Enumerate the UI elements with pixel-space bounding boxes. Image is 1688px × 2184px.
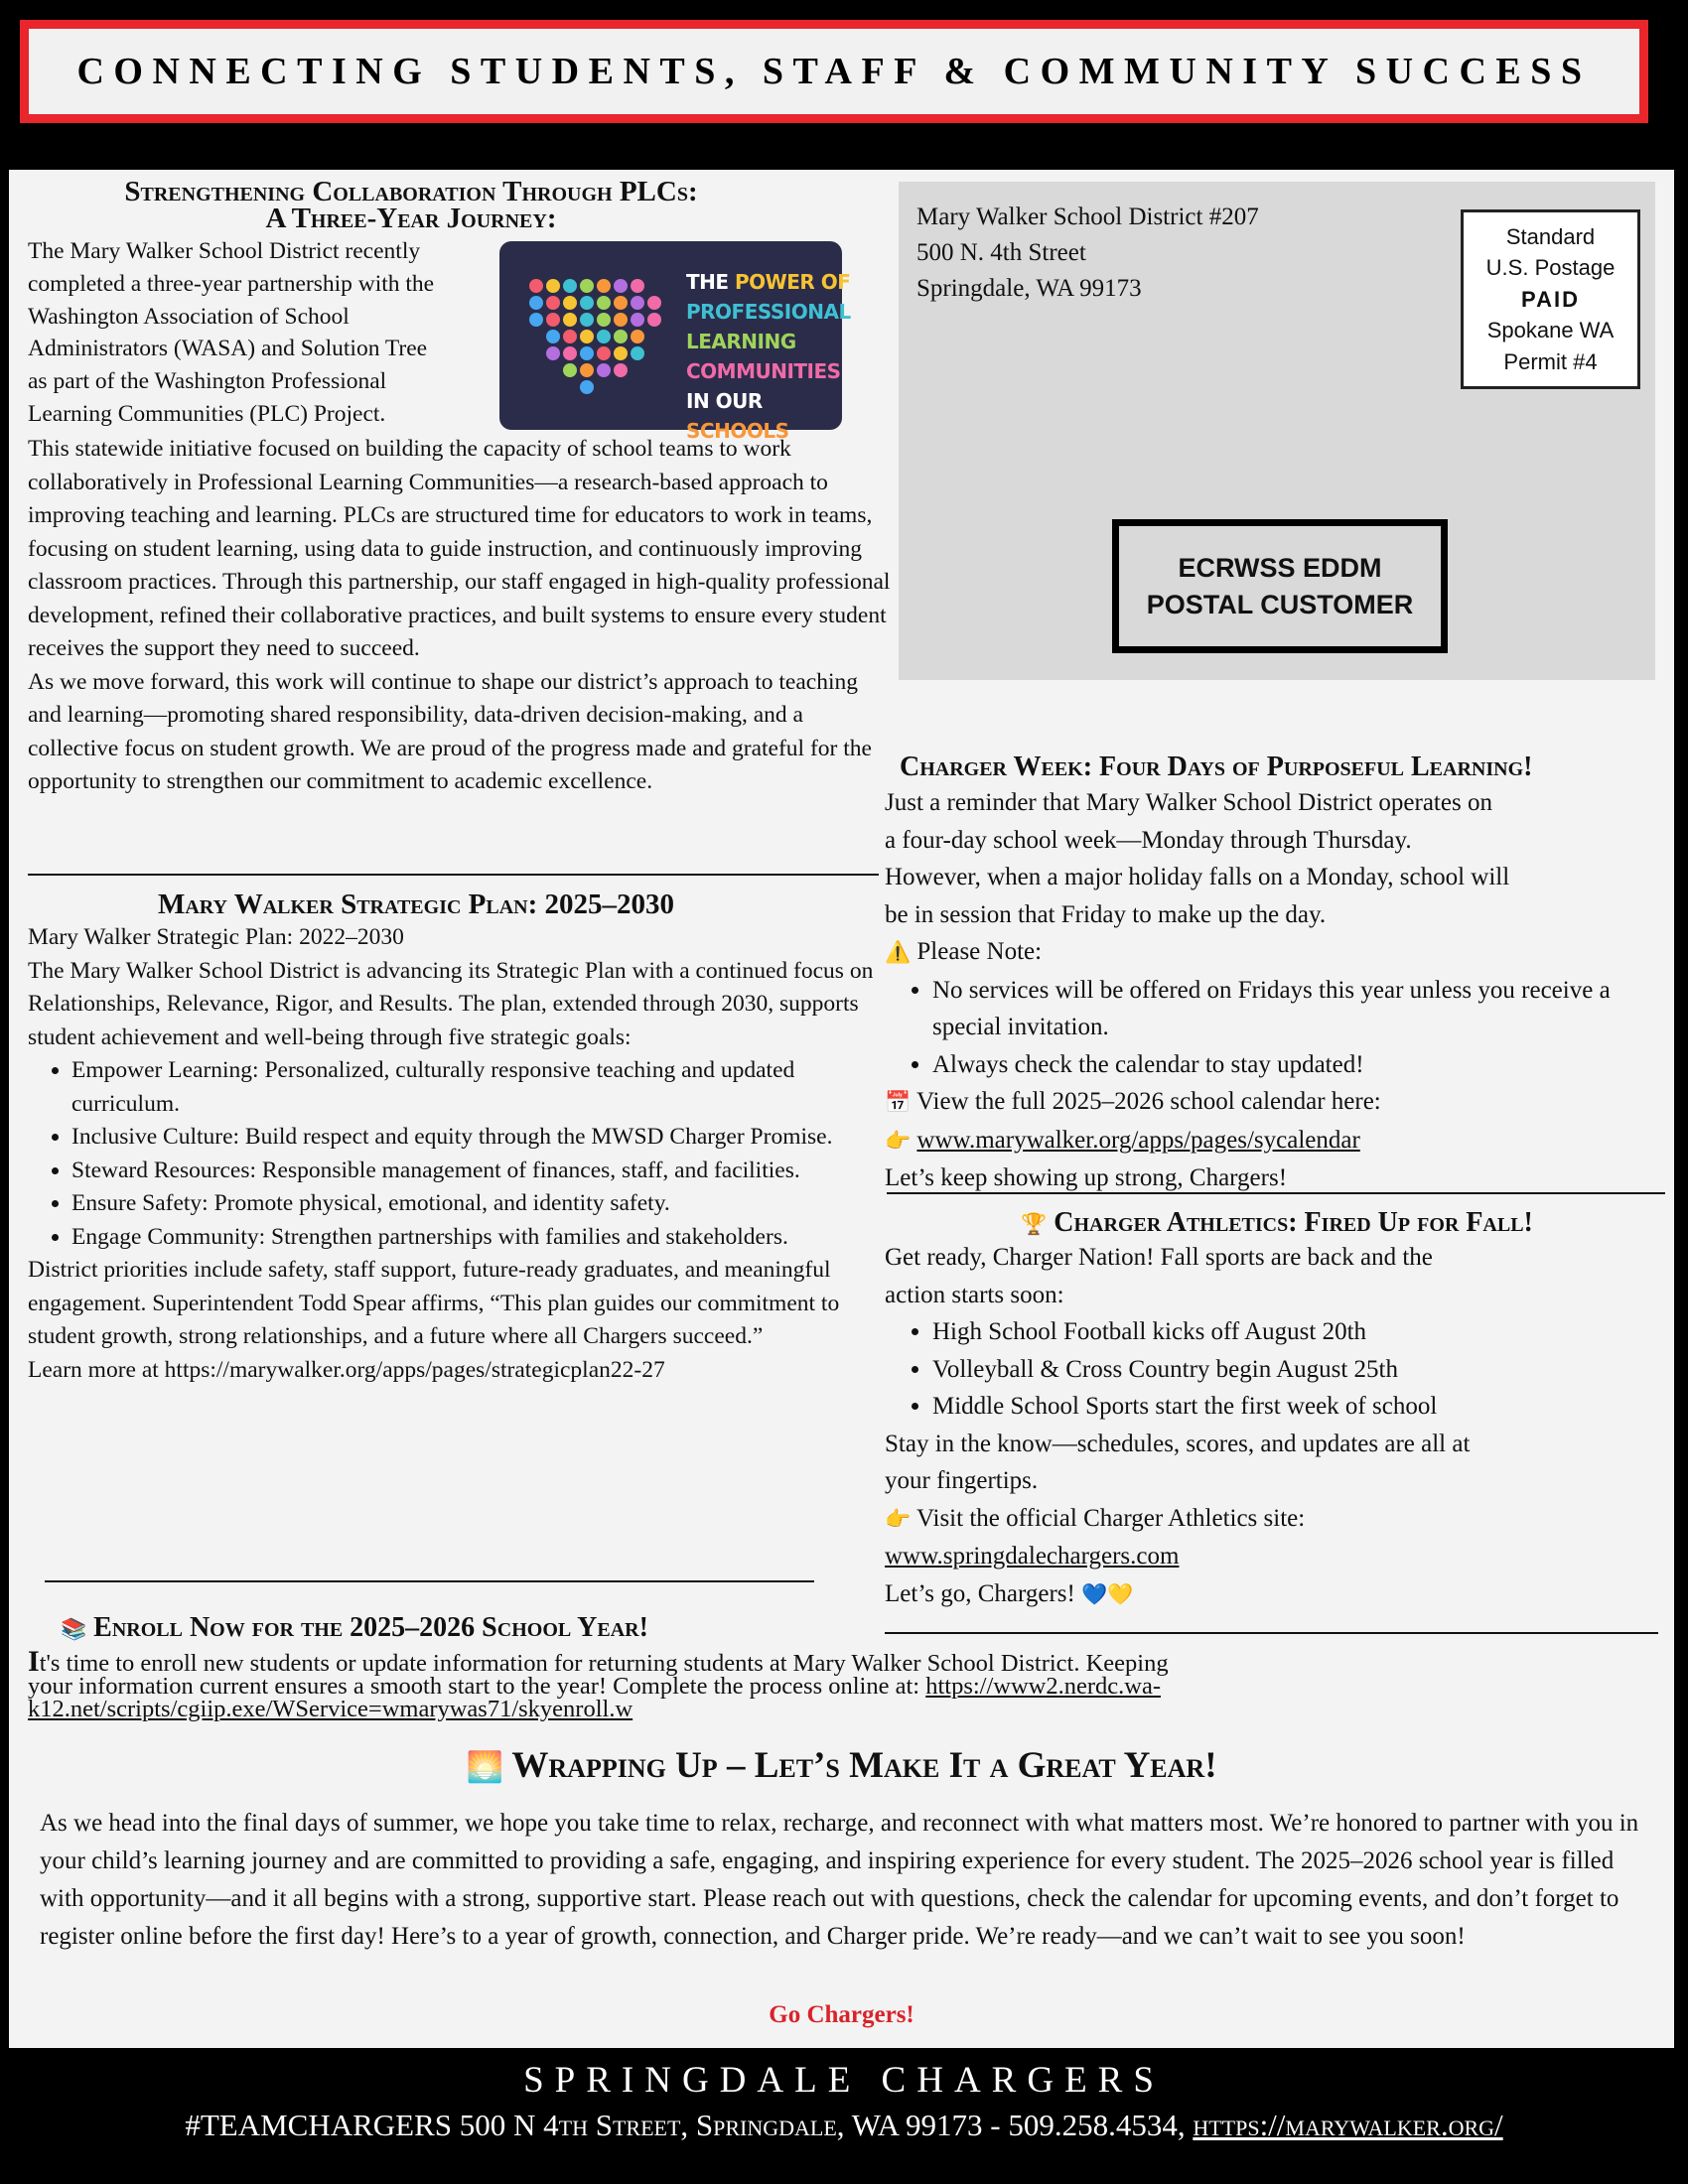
plc-section — [9, 176, 873, 234]
logo-word: POWER OF — [735, 270, 851, 294]
hand-shape — [529, 296, 543, 310]
wrap-title-text: Wrapping Up – Let’s Make It a Great Year! — [511, 1745, 1217, 1786]
plc-intro-line: Washington Association of School — [28, 303, 350, 330]
plc-title-line1: Strengthening Collaboration Through PLCs: — [124, 176, 698, 207]
strategic-subtitle: Mary Walker Strategic Plan: 2022–2030 — [28, 924, 404, 950]
enroll-line — [28, 1675, 1656, 1698]
athletics-title-text: Charger Athletics: Fired Up for Fall! — [1054, 1207, 1533, 1238]
enroll-text: t's time to enroll new students or update information for returning students at Mary Walker School District. Keeping — [39, 1650, 1169, 1677]
footer-website-link[interactable]: https://marywalker.org/ — [1193, 2108, 1503, 2142]
list-item: • Empower Learning: Personalized, culturally responsive teaching and updated curriculum. — [71, 1054, 842, 1121]
hand-shape — [563, 296, 577, 310]
note-label: Please Note: — [911, 938, 1043, 965]
heart-of-hands-icon — [499, 241, 688, 430]
list-item: • High School Football kicks off August 20th — [932, 1313, 1669, 1351]
charger-week-list — [885, 972, 1669, 1084]
hand-shape — [597, 330, 611, 343]
postage-indicia — [1461, 209, 1640, 389]
charger-week-line: a four-day school week—Monday through Thursday. — [885, 826, 1412, 854]
athletics-visit — [885, 1500, 1669, 1539]
hand-shape — [614, 296, 628, 310]
drop-cap: I — [28, 1645, 40, 1678]
eddm-box — [1112, 519, 1448, 653]
hand-shape — [631, 279, 644, 293]
strategic-goal-list — [28, 1054, 882, 1254]
plc-intro-line: as part of the Washington Professional — [28, 368, 387, 395]
list-item: • No services will be offered on Fridays this year unless you receive a special invitation. — [932, 972, 1619, 1046]
hand-shape — [546, 296, 560, 310]
footer-address: #TEAMCHARGERS 500 N 4th Street, Springdale, WA 99173 - 509.258.4534, — [185, 2108, 1194, 2142]
hand-shape — [580, 313, 594, 327]
plc-body — [28, 433, 892, 799]
athletics-body — [885, 1239, 1669, 1613]
hand-shape — [631, 313, 644, 327]
trophy-icon: 🏆 — [1021, 1212, 1048, 1236]
list-item: • Ensure Safety: Promote physical, emotional, and identity safety. — [71, 1187, 842, 1221]
list-item: • Always check the calendar to stay updated! — [932, 1046, 1619, 1084]
sunrise-icon: 🌅 — [466, 1750, 503, 1785]
hand-shape — [580, 363, 594, 377]
hearts-icon: 💙💛 — [1081, 1581, 1134, 1606]
hand-shape — [614, 330, 628, 343]
calendar-link-line — [885, 1122, 1669, 1160]
charger-week-line: However, when a major holiday falls on a Monday, school will — [885, 864, 1510, 890]
logo-word: LEARNING — [686, 330, 796, 353]
hand-shape — [529, 313, 543, 327]
hand-shape — [597, 279, 611, 293]
athletics-link[interactable]: www.springdalechargers.com — [885, 1543, 1180, 1570]
plc-intro-line: The Mary Walker School District recently — [28, 238, 421, 264]
address-line: Springdale, WA 99173 — [916, 275, 1142, 302]
athletics-line: Get ready, Charger Nation! Fall sports are back and the — [885, 1244, 1433, 1271]
charger-week-body — [885, 784, 1669, 1197]
hand-shape — [580, 330, 594, 343]
hand-shape — [563, 346, 577, 360]
logo-word: COMMUNITIES — [686, 359, 841, 383]
return-address — [916, 200, 1259, 307]
stamp-line: Spokane WA — [1486, 318, 1615, 343]
hand-shape — [580, 380, 594, 394]
hand-shape — [546, 330, 560, 343]
logo-word: PROFESSIONAL — [686, 300, 851, 324]
hand-shape — [563, 330, 577, 343]
hand-shape — [631, 330, 644, 343]
hand-shape — [563, 313, 577, 327]
hand-shape — [580, 346, 594, 360]
hand-shape — [580, 279, 594, 293]
strategic-body — [28, 921, 882, 1387]
plc-intro-line: Learning Communities (PLC) Project. — [28, 400, 386, 427]
athletics-line: your fingertips. — [885, 1467, 1039, 1494]
hand-shape — [614, 313, 628, 327]
enroll-link[interactable]: https://www2.nerdc.wa- — [925, 1673, 1161, 1700]
hand-shape — [631, 296, 644, 310]
go-chargers: Go Chargers! — [769, 2001, 914, 2028]
hand-shape — [546, 279, 560, 293]
hand-shape — [580, 296, 594, 310]
plc-paragraph: This statewide initiative focused on building the capacity of school teams to work collaboratively in Professional Learning Communities—a research-based approach to improving teaching and learning. PLCs are structured time for educators to work in teams, focusing on student learning, using data to guide instruction, and continuously improving classroom practices. Through this partnership, our staff engaged in high-quality professional development, refined their collaborative practices, and built systems to ensure every student receives the support they need to succeed. — [28, 436, 891, 661]
athletics-closing — [885, 1575, 1669, 1614]
athletics-list — [885, 1313, 1669, 1426]
hand-shape — [563, 279, 577, 293]
calendar-label: View the full 2025–2026 school calendar here: — [911, 1088, 1381, 1115]
plc-intro-line: Administrators (WASA) and Solution Tree — [28, 336, 428, 362]
wrap-title — [9, 1746, 1674, 1788]
athletics-line: Stay in the know—schedules, scores, and updates are all at — [885, 1430, 1471, 1457]
plc-paragraph: As we move forward, this work will continue to shape our district’s approach to teaching and learning—promoting shared responsibility, data-driven decision-making, and a collective focus on student growth. We are proud of the progress made and grateful for the opportunity to strengthen our commitment to academic excellence. — [28, 668, 872, 794]
list-item: • Steward Resources: Responsible management of finances, staff, and facilities. — [71, 1155, 842, 1188]
enroll-title — [61, 1614, 835, 1643]
hand-shape — [614, 363, 628, 377]
charger-week-title: Charger Week: Four Days of Purposeful Learning! — [900, 751, 1533, 782]
hand-shape — [647, 296, 661, 310]
visit-label: Visit the official Charger Athletics site: — [911, 1504, 1306, 1532]
plc-intro — [28, 235, 504, 431]
plc-title-line2: A Three-Year Journey: — [265, 203, 557, 234]
footer — [0, 2048, 1688, 2184]
plc-intro-line: completed a three-year partnership with the — [28, 270, 435, 297]
charger-week-line: be in session that Friday to make up the day. — [885, 900, 1327, 928]
address-line: Mary Walker School District #207 — [916, 204, 1259, 230]
hand-shape — [563, 363, 577, 377]
wrap-body — [40, 1805, 1648, 1956]
divider — [885, 1632, 1658, 1634]
hand-shape — [597, 346, 611, 360]
header-band — [0, 0, 1688, 142]
plc-title — [9, 176, 813, 234]
hand-shape — [614, 279, 628, 293]
hand-shape — [546, 313, 560, 327]
enroll-title-text: Enroll Now for the 2025–2026 School Year! — [93, 1612, 648, 1643]
charger-week-closing: Let’s keep showing up strong, Chargers! — [885, 1164, 1288, 1191]
list-item: • Volleyball & Cross Country begin August 25th — [932, 1351, 1669, 1389]
plc-logo-text — [686, 267, 851, 446]
enroll-line — [28, 1698, 1656, 1720]
wrap-paragraph: As we head into the final days of summer, we hope you take time to relax, recharge, and reconnect with what matters most. We’re honored to partner with you in your child’s learning journey and are committed to providing a safe, engaging, and inspiring experience for every student. The 2025–2026 school year is filled with opportunity—and it all begins with a strong, supportive start. Please reach out with questions, check the calendar for upcoming events, and don’t forget to register online before the first day! Here’s to a year of growth, connection, and Charger pride. We’re ready—and we can’t wait to see you soon! — [40, 1810, 1639, 1950]
calendar-link[interactable]: www.marywalker.org/apps/pages/sycalendar — [916, 1126, 1360, 1154]
learn-more-label: Learn more at — [28, 1356, 165, 1383]
plc-logo-image — [499, 241, 851, 443]
address-line: 500 N. 4th Street — [916, 239, 1086, 266]
calendar-icon: 📅 — [885, 1090, 912, 1114]
hand-shape — [614, 346, 628, 360]
logo-word: THE — [686, 270, 736, 294]
footer-info — [0, 2108, 1688, 2143]
divider — [28, 874, 879, 876]
stamp-line: PAID — [1521, 286, 1580, 312]
hand-shape — [647, 313, 661, 327]
calendar-line — [885, 1083, 1669, 1122]
strategic-intro: The Mary Walker School District is advancing its Strategic Plan with a continued focus on Relationships, Relevance, Rigor, and Results. The plan, extended through 2030, supports student achievement and well-being through five strategic goals: — [28, 957, 874, 1050]
hand-shape — [631, 346, 644, 360]
athletics-line: action starts soon: — [885, 1281, 1064, 1308]
strategic-closing: District priorities include safety, staff support, future-ready graduates, and meaningful engagement. Superintendent Todd Spear affirms, “This plan guides our commitment to student growth, strong relationships, and a future where all Chargers succeed.” — [28, 1257, 840, 1349]
logo-word: SCHOOLS — [686, 419, 789, 443]
newsletter-page — [9, 170, 1674, 2048]
strategic-title: Mary Walker Strategic Plan: 2025–2030 — [157, 888, 675, 920]
hand-shape — [529, 279, 543, 293]
stamp-line: Permit #4 — [1503, 348, 1598, 374]
list-item: • Engage Community: Strengthen partnerships with families and stakeholders. — [71, 1221, 842, 1255]
hand-shape — [597, 363, 611, 377]
eddm-line: POSTAL CUSTOMER — [1146, 589, 1414, 619]
closing-text: Let’s go, Chargers! — [885, 1579, 1082, 1607]
divider — [887, 1192, 1665, 1194]
strategic-learn-more — [28, 1354, 882, 1388]
hand-shape — [597, 296, 611, 310]
list-item: • Inclusive Culture: Build respect and equity through the MWSD Charger Promise. — [71, 1121, 842, 1155]
stamp-line: U.S. Postage — [1485, 255, 1616, 281]
footer-title: SPRINGDALE CHARGERS — [523, 2060, 1165, 2101]
please-note — [885, 933, 1669, 972]
charger-week-line: Just a reminder that Mary Walker School District operates on — [885, 789, 1492, 816]
enroll-text: your information current ensures a smooth start to the year! Complete the process online at: — [28, 1673, 926, 1700]
stamp-line: Standard — [1505, 223, 1596, 249]
header-title: CONNECTING STUDENTS, STAFF & COMMUNITY SUCCESS — [76, 51, 1592, 92]
hand-shape — [597, 313, 611, 327]
enroll-line — [28, 1645, 1656, 1678]
pointing-hand-icon: 👉 — [885, 1506, 912, 1531]
pointing-hand-icon: 👉 — [885, 1128, 912, 1153]
warning-icon: ⚠️ — [885, 940, 912, 964]
books-icon: 📚 — [61, 1617, 87, 1641]
strategic-plan-link[interactable]: https://marywalker.org/apps/pages/strategicplan22-27 — [164, 1356, 665, 1383]
list-item: • Middle School Sports start the first week of school — [932, 1388, 1669, 1426]
enroll-link[interactable]: k12.net/scripts/cgiip.exe/WService=wmarywas71/skyenroll.w — [28, 1696, 633, 1722]
mailing-panel — [899, 182, 1655, 680]
eddm-line: ECRWSS EDDM — [1178, 552, 1382, 583]
enroll-body — [28, 1645, 1656, 1722]
divider — [45, 1580, 814, 1582]
hand-shape — [546, 346, 560, 360]
athletics-title — [885, 1209, 1669, 1238]
logo-word: IN OUR — [686, 389, 763, 413]
header-banner — [20, 20, 1648, 123]
